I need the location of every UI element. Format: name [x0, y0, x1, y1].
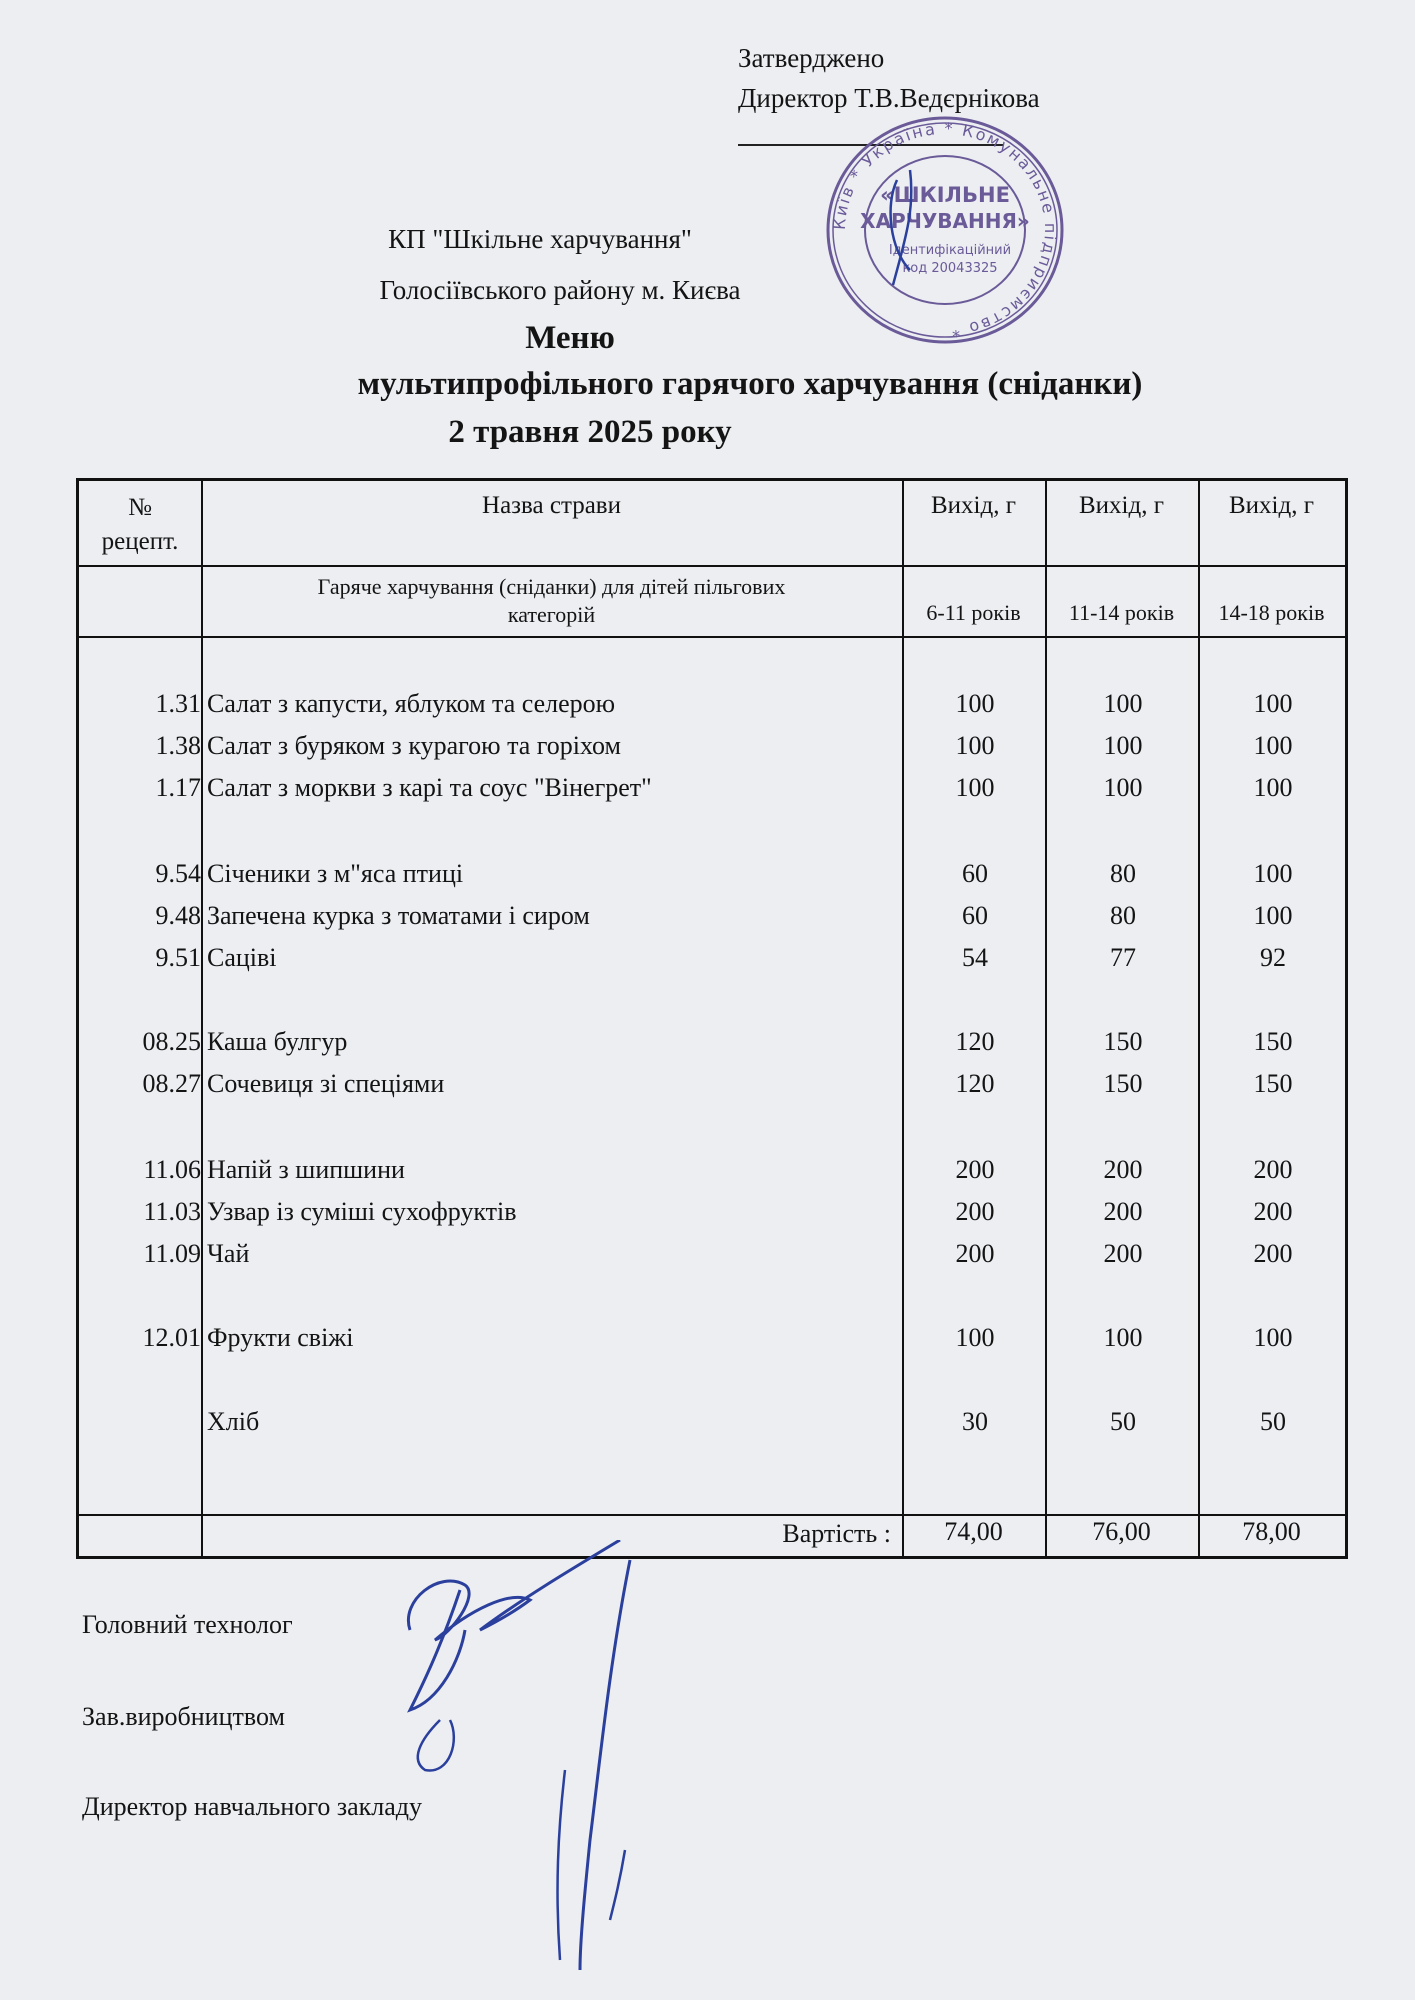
recipe-code: 08.27 [142, 1069, 201, 1098]
recipe-code: 9.48 [155, 901, 201, 930]
dish-name: Каша булгур [207, 1027, 348, 1056]
recipe-code: 11.09 [143, 1239, 201, 1268]
output-6-11: 100 [955, 689, 995, 718]
header-name: Назва страви [482, 492, 621, 519]
row-divider [79, 636, 1345, 638]
table-row [79, 938, 1345, 978]
recipe-code: 11.03 [143, 1197, 201, 1226]
stamp-line-2: ХАРЧУВАННЯ» [860, 209, 1030, 233]
dish-name: Салат з моркви з карі та соус "Вінегрет" [207, 773, 652, 802]
page-subtitle: мультипрофільного гарячого харчування (сніданки) [357, 366, 1143, 402]
row-divider [79, 1514, 1345, 1516]
dish-name: Напій з шипшини [207, 1155, 405, 1184]
dish-name: Хліб [207, 1407, 260, 1436]
recipe-code: 1.31 [155, 689, 201, 718]
org-line-1: КП "Шкільне харчування" [388, 224, 692, 254]
production-label: Зав.виробництвом [82, 1702, 285, 1731]
header-recipe-label: рецепт. [101, 528, 179, 555]
age-group-2: 11-14 років [1068, 600, 1175, 625]
output-14-18: 100 [1253, 901, 1293, 930]
stamp-line-3: Ідентифікаційний [888, 243, 1012, 258]
page-title: Меню [525, 320, 615, 356]
category-line-2: категорій [507, 602, 596, 627]
output-14-18: 100 [1253, 773, 1293, 802]
output-11-14: 100 [1103, 1323, 1143, 1352]
output-6-11: 200 [955, 1239, 995, 1268]
output-6-11: 120 [955, 1027, 995, 1056]
dish-name: Узвар із суміші сухофруктів [207, 1197, 517, 1226]
category-line-1: Гаряче харчування (сніданки) для дітей пільгових [317, 574, 786, 599]
org-line-2: Голосіївського району м. Києва [379, 275, 741, 305]
recipe-code: 9.51 [155, 943, 201, 972]
table-row [79, 1022, 1345, 1062]
table-row [79, 1064, 1345, 1104]
output-11-14: 100 [1103, 731, 1143, 760]
recipe-code: 12.01 [142, 1323, 201, 1352]
age-group-1: 6-11 років [926, 600, 1021, 625]
output-14-18: 92 [1260, 943, 1286, 972]
output-14-18: 100 [1253, 859, 1293, 888]
output-14-18: 100 [1253, 1323, 1293, 1352]
output-11-14: 200 [1103, 1197, 1143, 1226]
output-6-11: 60 [962, 901, 988, 930]
output-11-14: 77 [1110, 943, 1136, 972]
output-14-18: 200 [1253, 1197, 1293, 1226]
school-director-label: Директор навчального закладу [82, 1792, 423, 1821]
director-name: Директор Т.В.Ведєрнікова [738, 83, 1040, 113]
dish-name: Сочевиця зі спеціями [207, 1069, 445, 1098]
output-6-11: 100 [955, 773, 995, 802]
table-row [79, 768, 1345, 808]
stamp-line-4: код 20043325 [902, 261, 998, 276]
table-row [79, 684, 1345, 724]
technologist-label: Головний технолог [82, 1610, 293, 1639]
cost-6-11: 74,00 [944, 1517, 1003, 1546]
official-stamp [815, 110, 1075, 350]
output-11-14: 200 [1103, 1155, 1143, 1184]
header-output-1: Вихід, г [931, 492, 1016, 519]
table-row [79, 1402, 1345, 1442]
cost-label: Вартість : [782, 1519, 891, 1548]
output-6-11: 30 [962, 1407, 988, 1436]
dish-name: Салат з буряком з курагою та горіхом [207, 731, 621, 760]
recipe-code: 11.06 [143, 1155, 201, 1184]
output-11-14: 150 [1103, 1027, 1143, 1056]
output-11-14: 100 [1103, 773, 1143, 802]
table-row [79, 1192, 1345, 1232]
output-6-11: 100 [955, 1323, 995, 1352]
recipe-code: 1.17 [155, 773, 201, 802]
header-num-label: № [128, 494, 152, 521]
col-divider [1045, 481, 1047, 1556]
output-11-14: 200 [1103, 1239, 1143, 1268]
col-divider [1198, 481, 1200, 1556]
table-row [79, 726, 1345, 766]
output-11-14: 100 [1103, 689, 1143, 718]
output-14-18: 150 [1253, 1027, 1293, 1056]
table-row [79, 896, 1345, 936]
dish-name: Запечена курка з томатами і сиром [207, 901, 590, 930]
output-6-11: 120 [955, 1069, 995, 1098]
output-6-11: 200 [955, 1155, 995, 1184]
cost-11-14: 76,00 [1092, 1517, 1151, 1546]
col-divider [902, 481, 904, 1556]
output-11-14: 150 [1103, 1069, 1143, 1098]
recipe-code: 08.25 [142, 1027, 201, 1056]
output-14-18: 150 [1253, 1069, 1293, 1098]
output-6-11: 54 [962, 943, 988, 972]
recipe-code: 9.54 [155, 859, 201, 888]
stamp-ring-text: Київ * Україна * Комунальне підприємство * [829, 118, 1061, 341]
output-6-11: 200 [955, 1197, 995, 1226]
header-output-3: Вихід, г [1229, 492, 1314, 519]
output-14-18: 100 [1253, 731, 1293, 760]
output-11-14: 80 [1110, 859, 1136, 888]
dish-name: Фрукти свіжі [207, 1323, 354, 1352]
category-label [201, 573, 902, 629]
output-6-11: 100 [955, 731, 995, 760]
output-11-14: 50 [1110, 1407, 1136, 1436]
approved-label: Затверджено [738, 43, 885, 73]
output-14-18: 100 [1253, 689, 1293, 718]
table-row [79, 1318, 1345, 1358]
table-row [79, 1234, 1345, 1274]
dish-name: Чай [207, 1239, 250, 1268]
dish-name: Січеники з м"яса птиці [207, 859, 464, 888]
recipe-code: 1.38 [155, 731, 201, 760]
col-divider [201, 481, 203, 1556]
output-14-18: 50 [1260, 1407, 1286, 1436]
stamp-line-1: «ШКІЛЬНЕ [880, 183, 1010, 207]
menu-date: 2 травня 2025 року [448, 414, 732, 450]
row-divider [79, 565, 1345, 567]
output-6-11: 60 [962, 859, 988, 888]
age-group-3: 14-18 років [1218, 600, 1325, 625]
handwritten-signature [380, 1540, 680, 1980]
header-output-2: Вихід, г [1079, 492, 1164, 519]
cost-14-18: 78,00 [1242, 1517, 1301, 1546]
output-14-18: 200 [1253, 1155, 1293, 1184]
dish-name: Саціві [207, 943, 277, 972]
dish-name: Салат з капусти, яблуком та селерою [207, 689, 616, 718]
table-row [79, 1150, 1345, 1190]
output-14-18: 200 [1253, 1239, 1293, 1268]
output-11-14: 80 [1110, 901, 1136, 930]
header-num [79, 491, 201, 559]
menu-table [76, 478, 1348, 1559]
table-row [79, 854, 1345, 894]
